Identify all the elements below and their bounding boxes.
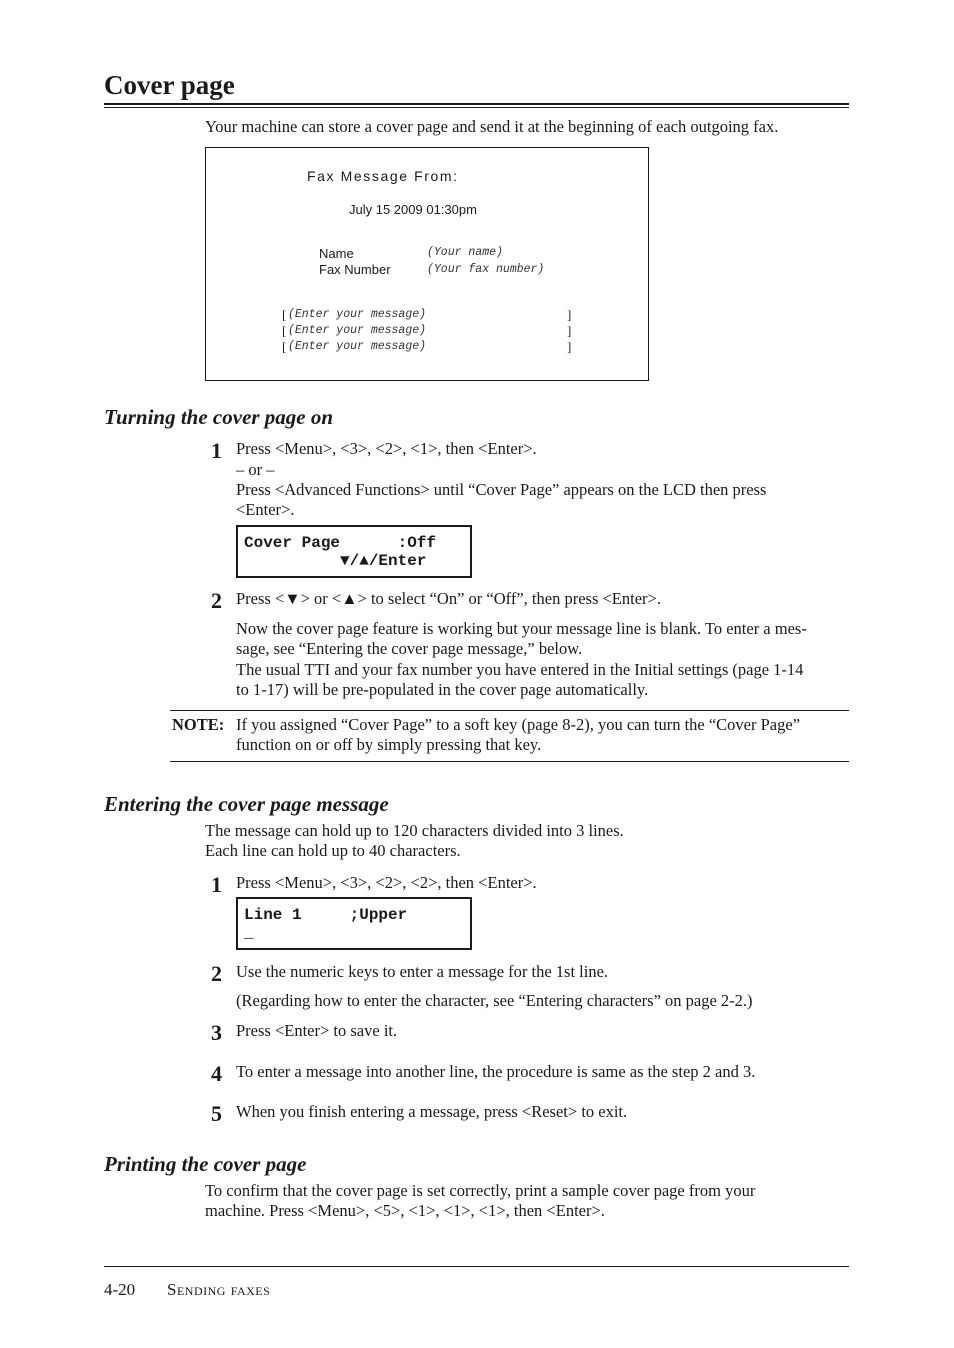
s2-step1-number: 1 [211,872,222,897]
msg2-text: (Enter your message) [288,324,427,337]
sample-fax-label: Fax Number [319,262,391,277]
s1-step1-number: 1 [211,438,222,463]
lcd-line1-cursor: _ [244,924,254,942]
lcd-line1-row1: Line 1 ;Upper [244,906,408,924]
sample-date: July 15 2009 01:30pm [349,202,477,217]
s1-step1-line1: Press <Menu>, <3>, <2>, <1>, then <Enter>. [236,439,537,458]
heading-printing: Printing the cover page [104,1152,307,1176]
s2-step2-sub: (Regarding how to enter the character, see “Entering characters” on page 2-2.) [236,991,753,1010]
msg1-open: [ [282,307,287,322]
msg2-open: [ [282,323,287,338]
heading-entering-message: Entering the cover page message [104,792,389,816]
s1-step1-or: – or – [236,460,275,479]
intro-text: Your machine can store a cover page and send it at the beginning of each outgoing fax. [205,117,779,136]
s2-step3-text: Press <Enter> to save it. [236,1021,398,1040]
s2-step4-number: 4 [211,1061,222,1086]
s3-line1: To confirm that the cover page is set correctly, print a sample cover page from your [205,1181,756,1200]
sample-name-label: Name [319,246,354,261]
title-rule-top [104,103,849,105]
title-rule-bottom [104,107,849,108]
msg3-open: [ [282,339,287,354]
note-rule-top [170,710,849,711]
chapter-name: Sending faxes [167,1280,271,1299]
note-rule-bottom [170,761,849,762]
s1-step2-text: Press <▼> or <▲> to select “On” or “Off”, then press <Enter>. [236,589,661,608]
page-number: 4-20 [104,1280,136,1299]
lcd-cover-line2: ▼/▲/Enter [244,552,427,570]
s2-step1-text: Press <Menu>, <3>, <2>, <2>, then <Enter>. [236,873,537,892]
s3-line2: machine. Press <Menu>, <5>, <1>, <1>, <1>, then <Enter>. [205,1201,605,1220]
s2-intro-line2: Each line can hold up to 40 characters. [205,841,461,860]
s1-step1-line3: <Enter>. [236,500,295,519]
lcd-cover-page [236,525,472,578]
msg3-close: ] [567,339,572,354]
msg1-close: ] [567,307,572,322]
s2-intro-line1: The message can hold up to 120 characters divided into 3 lines. [205,821,624,840]
note-label: NOTE: [172,715,225,734]
msg3-text: (Enter your message) [288,340,427,353]
s1-para-line4: to 1-17) will be pre-populated in the cover page automatically. [236,680,649,699]
sample-fax-value: (Your fax number) [427,263,545,276]
s1-para-line1: Now the cover page feature is working but your message line is blank. To enter a mes- [236,619,807,638]
cover-page-sample [205,147,649,381]
s2-step5-text: When you finish entering a message, press <Reset> to exit. [236,1102,628,1121]
sample-name-value: (Your name) [427,246,503,259]
heading-turning-on: Turning the cover page on [104,405,334,429]
footer-rule [104,1266,849,1267]
s2-step2-text: Use the numeric keys to enter a message for the 1st line. [236,962,609,981]
s1-step2-number: 2 [211,588,222,613]
s2-step4-text: To enter a message into another line, the procedure is same as the step 2 and 3. [236,1062,756,1081]
s1-para-line3: The usual TTI and your fax number you have entered in the Initial settings (page 1-14 [236,660,804,679]
s1-para-line2: sage, see “Entering the cover page message,” below. [236,639,583,658]
s2-step5-number: 5 [211,1101,222,1126]
lcd-cover-line1: Cover Page :Off [244,534,437,552]
msg2-close: ] [567,323,572,338]
s2-step3-number: 3 [211,1020,222,1045]
note-line1: If you assigned “Cover Page” to a soft key (page 8-2), you can turn the “Cover Page” [236,715,801,734]
note-line2: function on or off by simply pressing that key. [236,735,542,754]
s2-step2-number: 2 [211,961,222,986]
page-title: Cover page [104,70,235,100]
sample-header: Fax Message From: [307,168,459,184]
lcd-line1 [236,897,472,950]
msg1-text: (Enter your message) [288,308,427,321]
s1-step1-line2: Press <Advanced Functions> until “Cover Page” appears on the LCD then press [236,480,767,499]
